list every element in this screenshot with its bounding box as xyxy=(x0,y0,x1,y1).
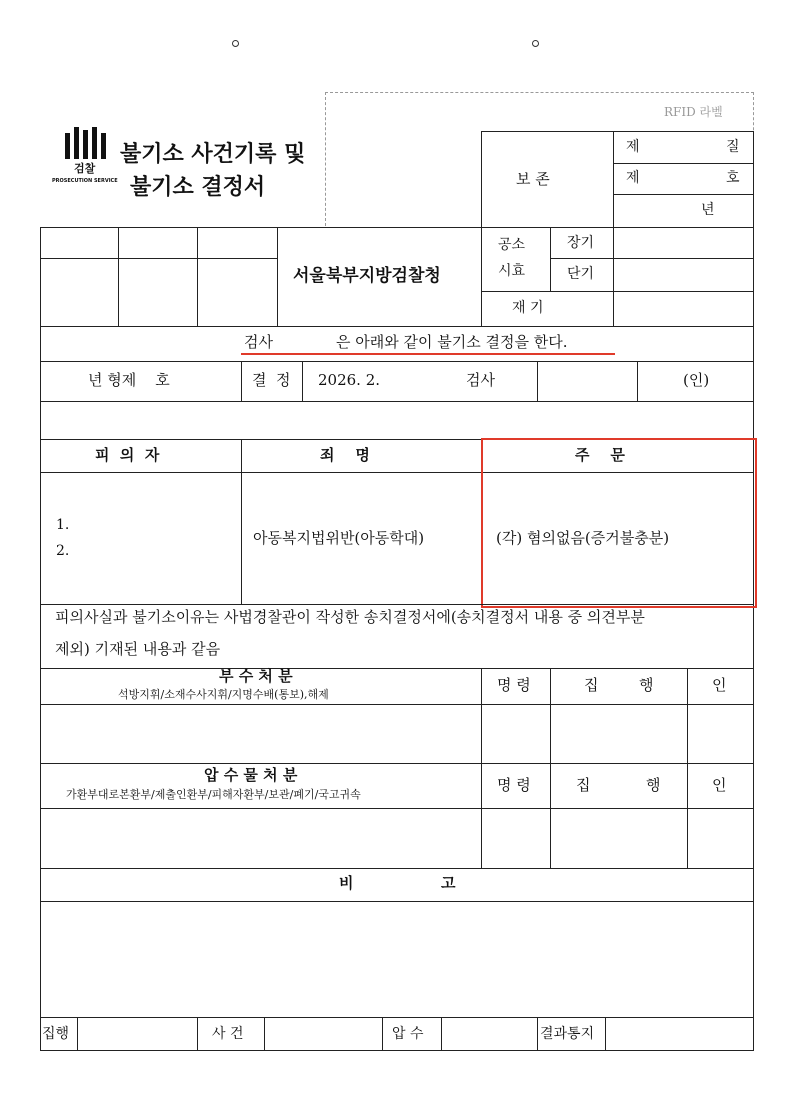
remarks-area xyxy=(41,902,753,1016)
office-name: 서울북부지방검찰청 xyxy=(293,266,441,286)
prosecutor-seal: (인) xyxy=(683,371,710,389)
form-title-line1: 불기소 사건기록 및 xyxy=(120,141,306,167)
incidental-title: 부 수 처 분 xyxy=(219,667,293,685)
reason-line2: 제외) 기재된 내용과 같음 xyxy=(55,640,221,658)
suspect-1: 1. xyxy=(56,517,70,533)
order-text: (각) 혐의없음(증거불충분) xyxy=(496,529,670,547)
re-prosecution-label: 재 기 xyxy=(512,300,544,316)
seizure-exec-label-2: 행 xyxy=(646,776,661,794)
remarks-label-1: 비 xyxy=(339,874,354,892)
binding-hole-left xyxy=(232,40,239,47)
limitation-label-2: 시효 xyxy=(498,263,526,279)
footer-result-notice-label: 결과통지 xyxy=(540,1026,595,1042)
statement-prefix: 검사 xyxy=(244,333,273,351)
incidental-seal-label: 인 xyxy=(712,676,727,694)
rfid-label: RFID 라벨 xyxy=(664,105,723,119)
charge-name: 아동복지법위반(아동학대) xyxy=(253,529,425,547)
incidental-exec-label: 집 xyxy=(584,676,599,694)
prosecutor-label: 검사 xyxy=(466,371,495,389)
decision-date: 2026. 2. xyxy=(318,371,381,389)
binding-hole-right xyxy=(532,40,539,47)
incidental-order-label: 명 령 xyxy=(497,676,531,694)
remarks-label-2: 고 xyxy=(441,874,456,892)
seizure-order-label: 명 령 xyxy=(497,776,531,794)
prosecution-logo xyxy=(52,127,118,187)
number-suffix: 호 xyxy=(726,170,740,186)
approval-stamp-cells xyxy=(40,227,277,326)
incidental-subtitle: 석방지휘/소재수사지휘/지명수배(통보),해제 xyxy=(118,688,329,701)
seizure-exec-label: 집 xyxy=(576,776,591,794)
statement-highlight-underline xyxy=(241,353,615,355)
footer-case-label: 사 건 xyxy=(212,1026,244,1042)
short-term-label: 단기 xyxy=(567,266,595,282)
suspect-2: 2. xyxy=(56,543,70,559)
seizure-seal-label: 인 xyxy=(712,776,727,794)
charge-header: 죄 명 xyxy=(320,446,370,464)
volume-suffix: 질 xyxy=(726,139,740,155)
logo-text: 검찰 xyxy=(74,162,96,175)
incidental-exec-label-2: 행 xyxy=(639,676,654,694)
case-number-label: 년 형제 호 xyxy=(88,371,170,389)
limitation-label-1: 공소 xyxy=(498,237,526,253)
order-header: 주 문 xyxy=(575,446,625,464)
long-term-label: 장기 xyxy=(567,235,595,251)
reason-line1: 피의사실과 불기소이유는 사법경찰관이 작성한 송치결정서에(송치결정서 내용 중 의견부분 xyxy=(55,608,645,626)
footer-execution-label: 집행 xyxy=(42,1026,70,1042)
prosecution-logo-icon xyxy=(65,127,109,159)
suspect-header: 피 의 자 xyxy=(95,446,160,464)
statement-text: 은 아래와 같이 불기소 결정을 한다. xyxy=(336,333,568,351)
volume-prefix: 제 xyxy=(626,139,640,155)
preservation-label: 보 존 xyxy=(516,170,550,188)
number-prefix: 제 xyxy=(626,170,640,186)
year-suffix: 년 xyxy=(701,202,715,218)
logo-subtext: PROSECUTION SERVICE xyxy=(52,178,118,184)
seizure-subtitle: 가환부대로본환부/제출인환부/피해자환부/보관/폐기/국고귀속 xyxy=(66,788,361,801)
order-highlight-box xyxy=(481,438,757,608)
decision-label: 결 정 xyxy=(252,371,291,389)
form-title-line2: 불기소 결정서 xyxy=(130,174,266,200)
seizure-title: 압 수 물 처 분 xyxy=(204,766,298,784)
footer-seizure-label: 압 수 xyxy=(392,1026,424,1042)
